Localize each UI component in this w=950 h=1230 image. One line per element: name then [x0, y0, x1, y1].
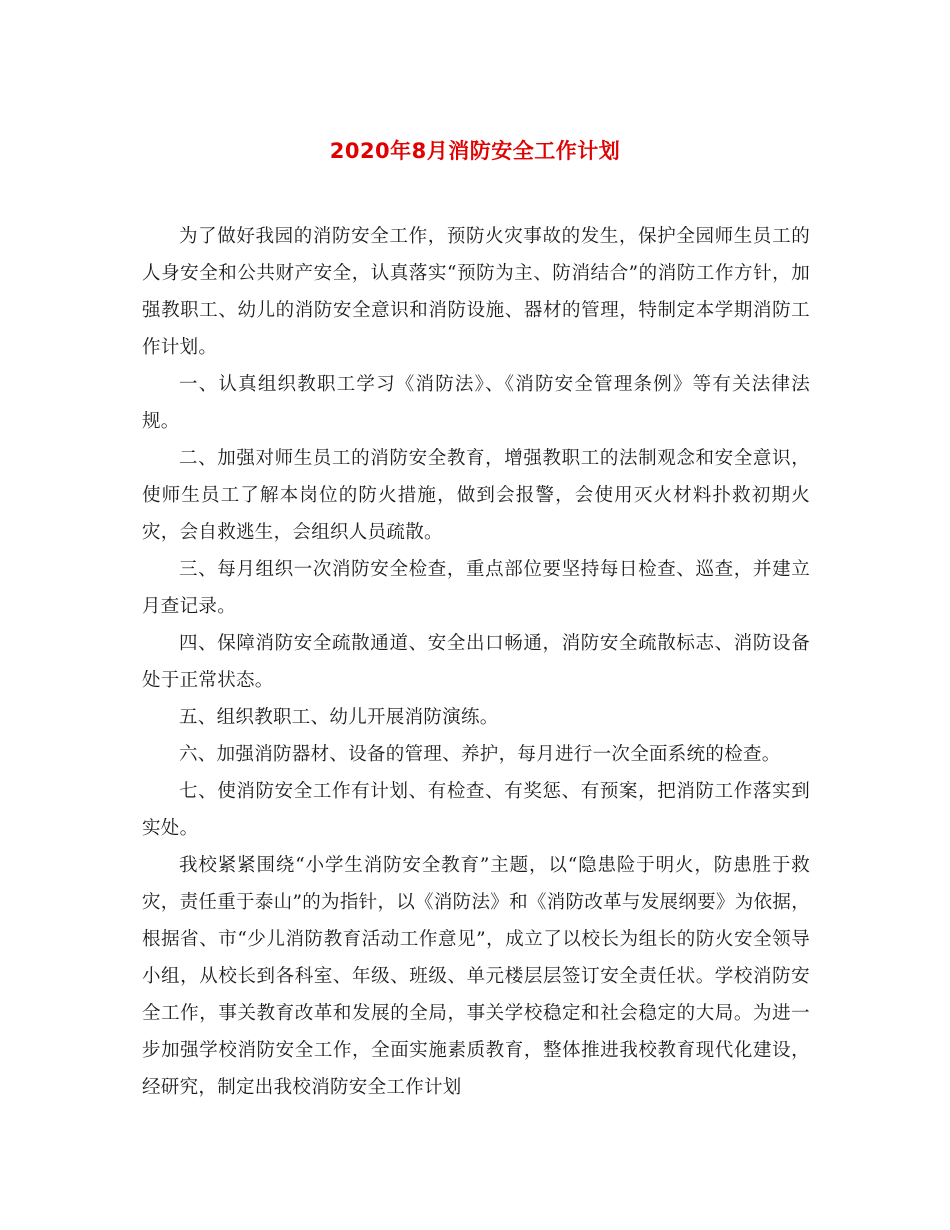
item-2-paragraph: 二、加强对师生员工的消防安全教育，增强教职工的法制观念和安全意识，使师生员工了解本岗位的防火措施，做到会报警，会使用灭火材料扑救初期火灾，会自救逃生，会组织人员疏散。: [142, 448, 810, 543]
closing-paragraph: 我校紧紧围绕“小学生消防安全教育”主题，以“隐患险于明火，防患胜于救灾，责任重于泰山”的为指针，以《消防法》和《消防改革与发展纲要》为依据，根据省、市“少儿消防教育活动工作意见”，成立了以校长为组长的防火安全领导小组，从校长到各科室、年级、班级、单元楼层层签订安全责任状。学校消防安全工作，事关教育改革和发展的全局，事关学校稳定和社会稳定的大局。为进一步加强学校消防安全工作，全面实施素质教育，整体推进我校教育现代化建设，经研究，制定出我校消防安全工作计划: [142, 855, 810, 1098]
document-body: [142, 218, 810, 1106]
item-3-paragraph: 三、每月组织一次消防安全检查，重点部位要坚持每日检查、巡查，并建立月查记录。: [142, 559, 810, 617]
item-4-paragraph: 四、保障消防安全疏散通道、安全出口畅通，消防安全疏散标志、消防设备处于正常状态。: [142, 633, 810, 691]
item-1-paragraph: 一、认真组织教职工学习《消防法》、《消防安全管理条例》等有关法律法规。: [142, 374, 810, 432]
intro-paragraph: 为了做好我园的消防安全工作，预防火灾事故的发生，保护全园师生员工的人身安全和公共财产安全，认真落实“预防为主、防消结合”的消防工作方针，加强教职工、幼儿的消防安全意识和消防设施、器材的管理，特制定本学期消防工作计划。: [142, 226, 810, 358]
item-6-paragraph: 六、加强消防器材、设备的管理、养护，每月进行一次全面系统的检查。: [179, 744, 781, 765]
document-title: 2020年8月消防安全工作计划: [329, 139, 621, 163]
item-5-paragraph: 五、组织教职工、幼儿开展消防演练。: [179, 707, 499, 728]
item-7-paragraph: 七、使消防安全工作有计划、有检查、有奖惩、有预案，把消防工作落实到实处。: [142, 781, 810, 839]
